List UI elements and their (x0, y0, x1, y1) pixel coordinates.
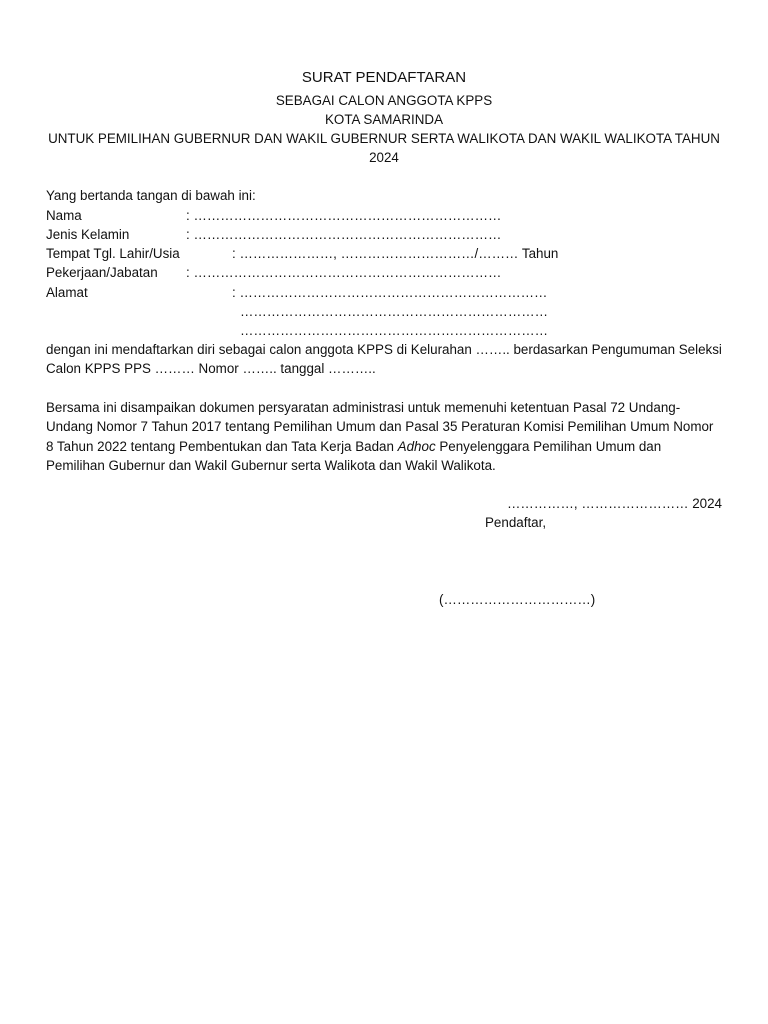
field-tempat-tgl-lahir-value: : …………………, …………………………/……… Tahun (232, 246, 559, 261)
signature-role: Pendaftar, (485, 515, 547, 530)
requirements-paragraph (46, 398, 722, 475)
address-line-3: …………………………………………………………… (240, 323, 548, 338)
intro-text: Yang bertanda tangan di bawah ini: (46, 188, 256, 203)
field-nama (46, 206, 726, 225)
field-jenis-kelamin-label: Jenis Kelamin (46, 227, 130, 242)
field-pekerjaan-label: Pekerjaan/Jabatan (46, 265, 158, 280)
field-alamat (46, 283, 726, 302)
field-nama-value: : …………………………………………………………… (186, 208, 502, 223)
signature-name-placeholder: (……………………………) (439, 592, 596, 607)
document-subtitle-election: UNTUK PEMILIHAN GUBERNUR DAN WAKIL GUBERNUR SERTA WALIKOTA DAN WAKIL WALIKOTA TAHUN 2024 (48, 131, 720, 166)
document-title: SURAT PENDAFTARAN (301, 69, 467, 86)
field-jenis-kelamin (46, 225, 726, 244)
field-tempat-tgl-lahir (46, 244, 726, 263)
requirements-paragraph-part2: Penyelenggara Pemilihan Umum dan Pemilihan Gubernur dan Wakil Gubernur serta Walikota dan Wakil Walikota. (46, 438, 662, 473)
document-subtitle-kpps: SEBAGAI CALON ANGGOTA KPPS (275, 93, 493, 108)
requirements-paragraph-italic: Adhoc (397, 438, 436, 454)
field-alamat-value: : …………………………………………………………… (232, 285, 548, 300)
field-pekerjaan (46, 263, 726, 282)
field-alamat-label: Alamat (46, 285, 88, 300)
address-line-2: …………………………………………………………… (240, 304, 548, 319)
field-tempat-tgl-lahir-label: Tempat Tgl. Lahir/Usia (46, 246, 180, 261)
field-pekerjaan-value: : …………………………………………………………… (186, 265, 502, 280)
field-nama-label: Nama (46, 208, 82, 223)
requirements-paragraph-part1: Bersama ini disampaikan dokumen persyaratan administrasi untuk memenuhi ketentuan Pasal 72 Undang-Undang Nomor 7 Tahun 2017 tentang Pemilihan Umum dan Pasal 35 Peraturan Komisi Pemilihan Umum Nomor 8 Tahun 2022 tentang Pembentukan dan Tata Kerja Badan (46, 400, 714, 454)
signature-date-line: ……………, …………………… 2024 (506, 496, 722, 511)
document-subtitle-city: KOTA SAMARINDA (324, 112, 444, 127)
field-jenis-kelamin-value: : …………………………………………………………… (186, 227, 502, 242)
registration-paragraph: dengan ini mendaftarkan diri sebagai calon anggota KPPS di Kelurahan …….. berdasarkan Pengumuman Seleksi Calon KPPS PPS ……… Nomor …….. tanggal ……….. (46, 342, 722, 377)
